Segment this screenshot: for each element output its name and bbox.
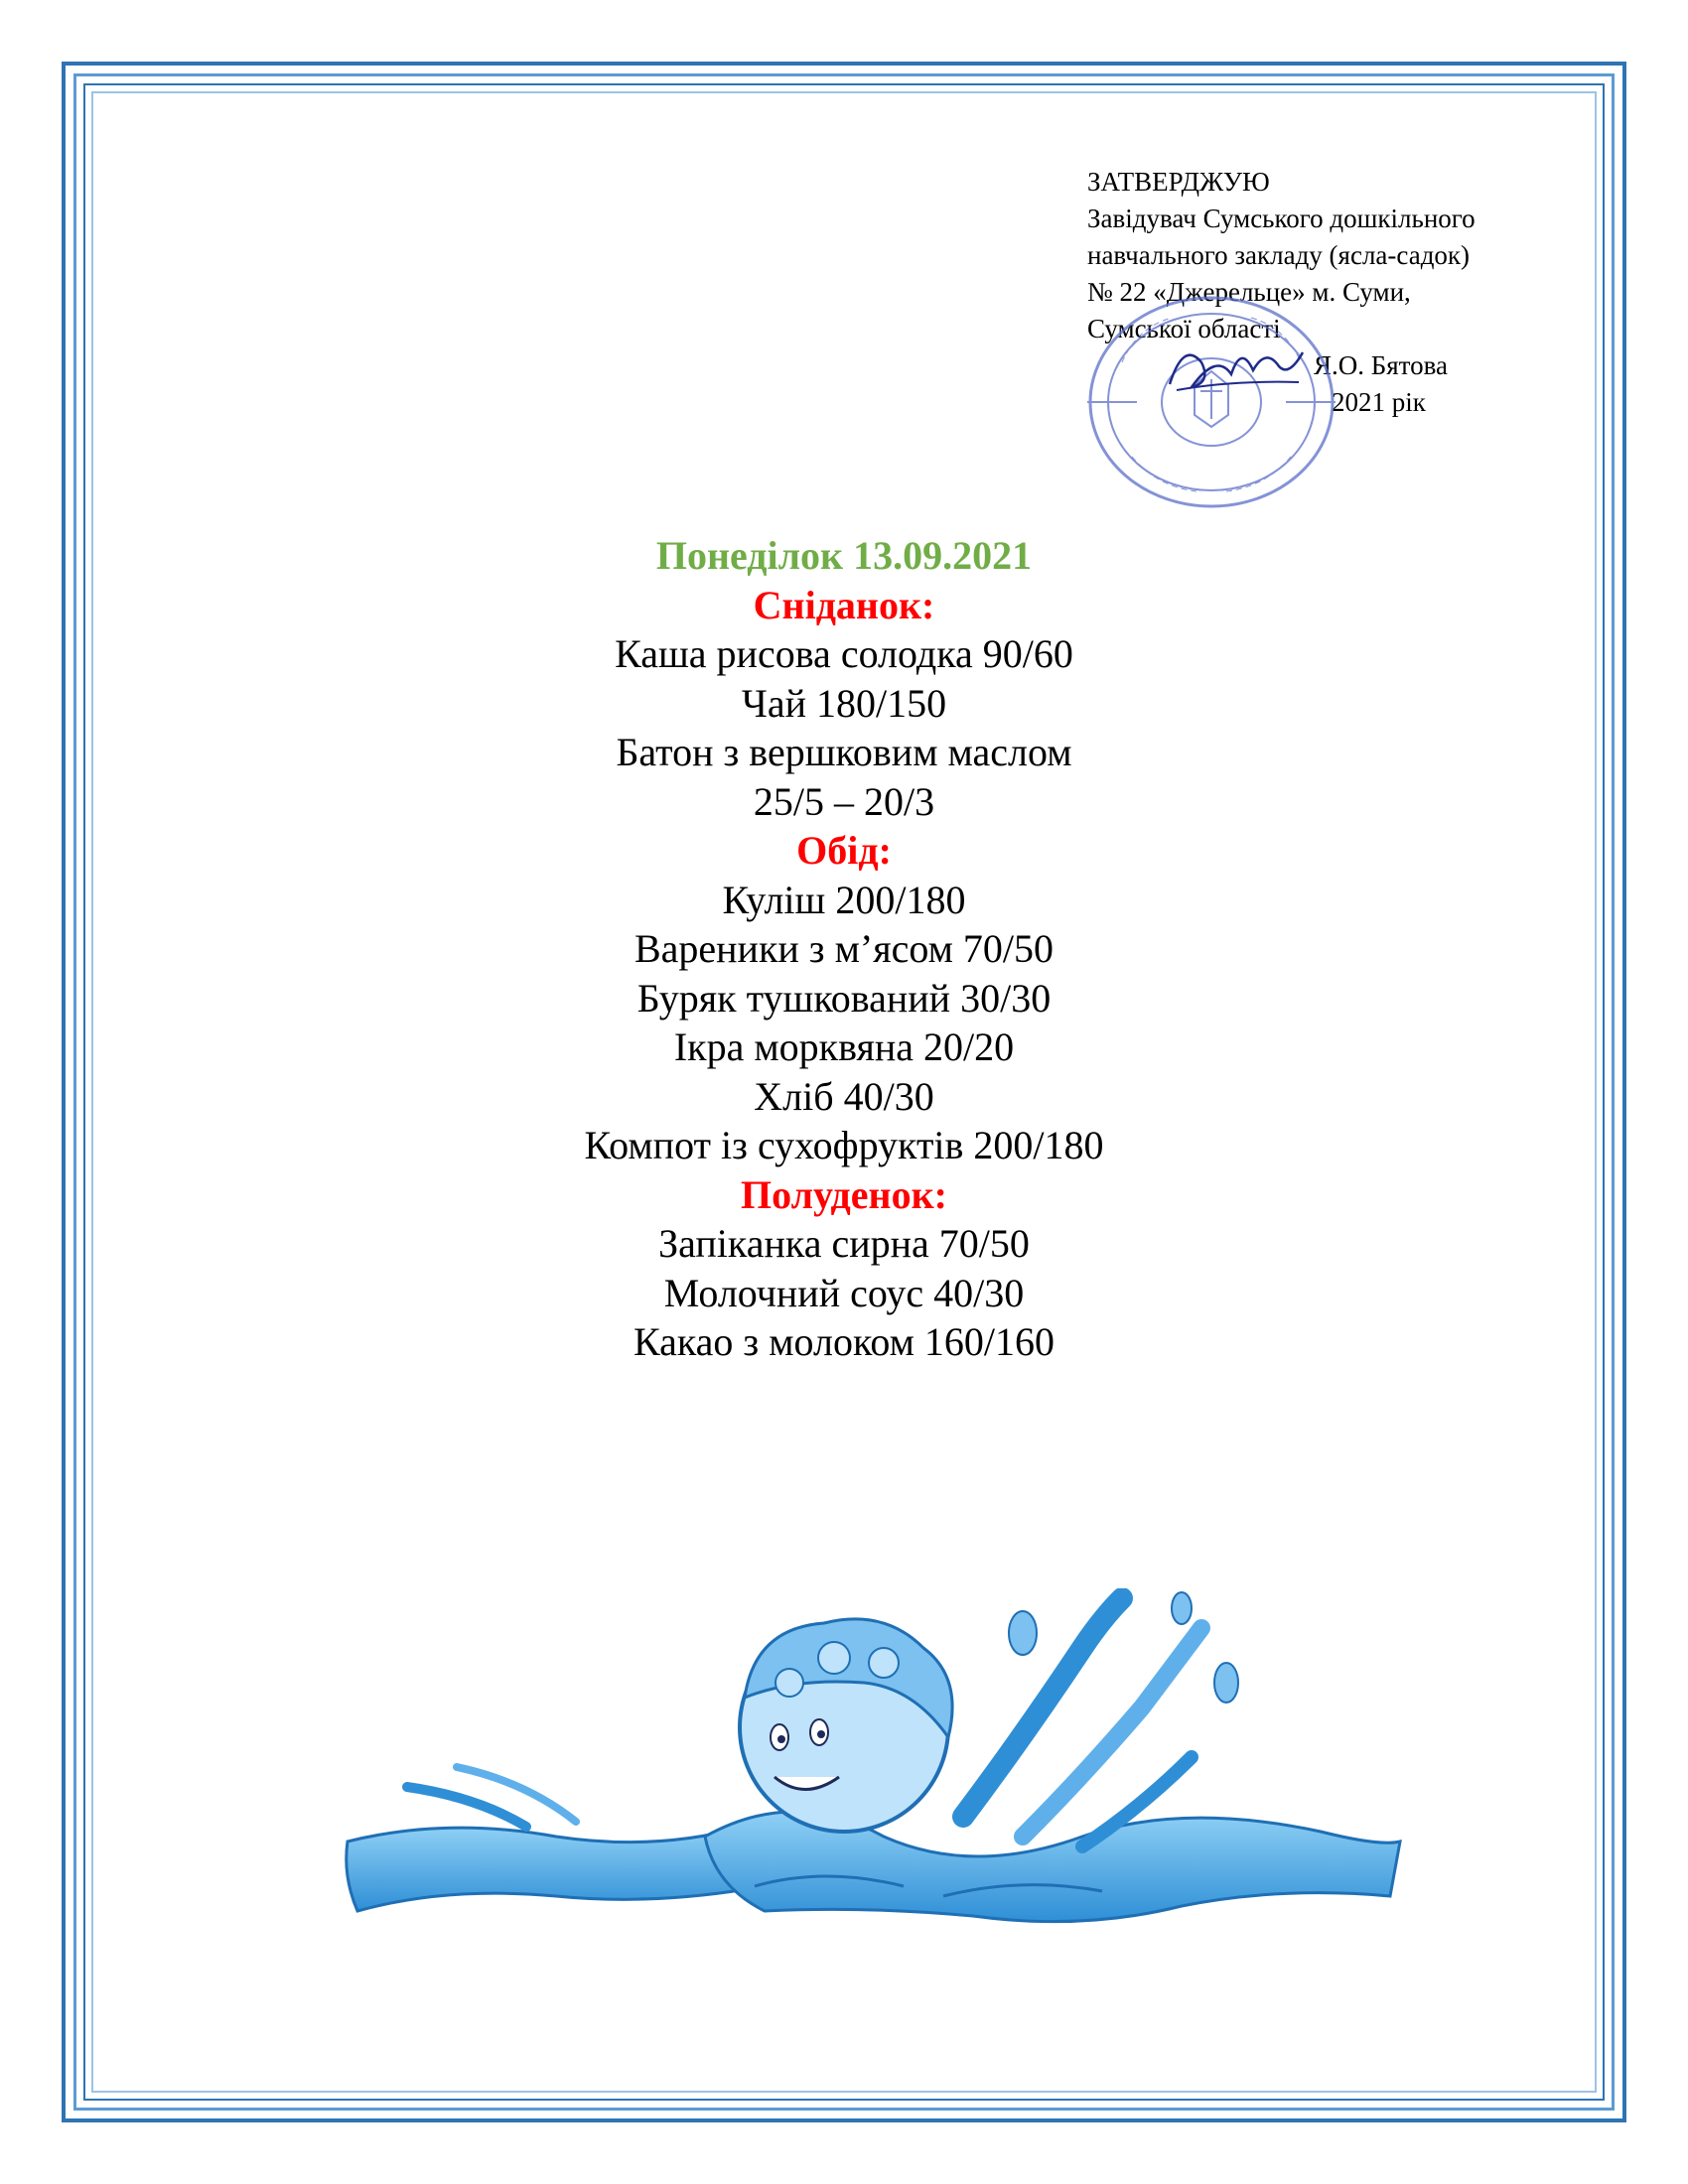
menu-item: Молочний соус 40/30 <box>663 1270 1025 1315</box>
menu-item: Чай 180/150 <box>741 680 947 726</box>
approval-year: 2021 рік <box>1332 387 1426 417</box>
meal-title-lunch: Обід: <box>796 828 892 873</box>
menu-item: Запіканка сирна 70/50 <box>658 1221 1030 1266</box>
meal-title-breakfast: Сніданок: <box>753 582 935 627</box>
menu-item: Батон з вершковим маслом <box>616 730 1072 774</box>
menu-item: Вареники з м’ясом 70/50 <box>633 926 1055 971</box>
approval-line-1: Завідувач Сумського дошкільного <box>1087 204 1476 233</box>
menu-item: Буряк тушкований 30/30 <box>636 975 1052 1021</box>
menu-item: Компот із сухофруктів 200/180 <box>584 1123 1104 1167</box>
approval-signatory: Я.О. Бятова <box>1314 350 1448 380</box>
menu-item: 25/5 – 20/3 <box>753 778 935 824</box>
approval-line-2: навчального закладу (ясла-садок) <box>1087 240 1471 270</box>
menu <box>0 531 1688 1367</box>
menu-item: Хліб 40/30 <box>754 1073 934 1119</box>
menu-item: Ікра морквяна 20/20 <box>673 1024 1015 1069</box>
approval-line-3: № 22 «Джерельце» м. Суми, <box>1087 277 1411 307</box>
handwritten-signature <box>1162 333 1311 402</box>
round-seal-icon <box>1077 288 1345 516</box>
menu-item: Куліш 200/180 <box>722 877 966 922</box>
approval-line-4: Сумської області <box>1087 314 1281 343</box>
approval-heading: ЗАТВЕРДЖУЮ <box>1087 167 1270 197</box>
meal-title-afternoon-snack: Полуденок: <box>741 1171 947 1217</box>
menu-item: Каша рисова солодка 90/60 <box>615 631 1073 676</box>
menu-item: Какао з молоком 160/160 <box>633 1319 1055 1364</box>
water-splash-child-icon <box>328 1588 1420 1985</box>
menu-day-title: Понеділок 13.09.2021 <box>655 533 1033 578</box>
